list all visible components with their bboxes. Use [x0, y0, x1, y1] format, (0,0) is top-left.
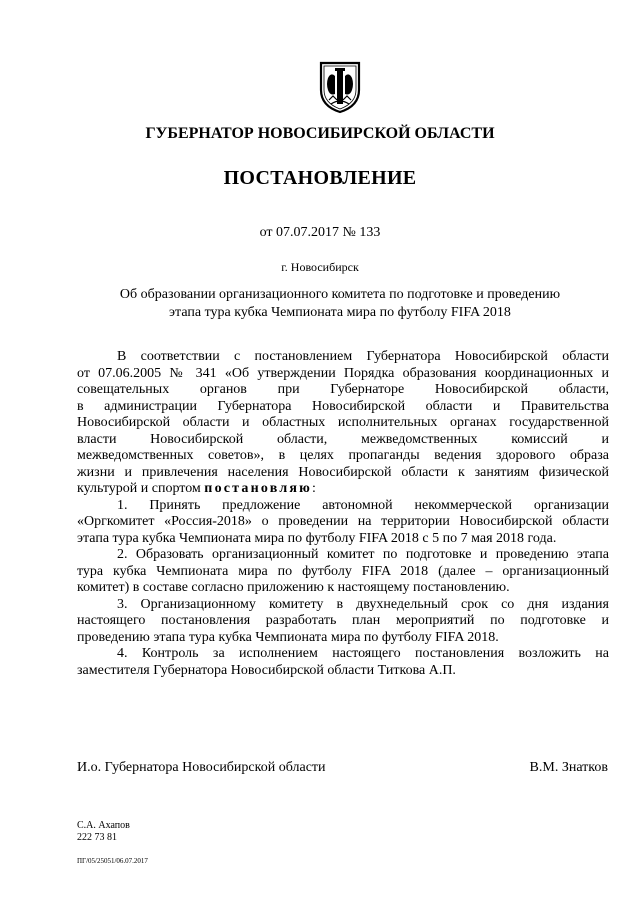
body-line: [77, 481, 609, 498]
body-text: :: [312, 481, 316, 496]
signatory-name: В.М. Знатков: [529, 760, 608, 775]
body-line: совещательных органов при Губернаторе Новосибирской области,: [77, 382, 609, 397]
city: г. Новосибирск: [281, 260, 359, 274]
executor-name: С.А. Ахапов: [77, 820, 130, 831]
body-line: В соответствии с постановлением Губернатора Новосибирской области: [117, 349, 609, 364]
item-4-line: 4. Контроль за исполнением настоящего постановления возложить на: [117, 646, 609, 661]
item-1-line: 1. Принять предложение автономной некоммерческой организации: [117, 497, 609, 513]
item-3-line: проведению этапа тура кубка Чемпионата мира по футболу FIFA 2018.: [77, 629, 499, 645]
body-line: межведомственных советов», в целях пропаганды ведения здорового образа: [77, 448, 609, 463]
issuing-authority: ГУБЕРНАТОР НОВОСИБИРСКОЙ ОБЛАСТИ: [145, 125, 495, 142]
item-1-line: «Оргкомитет «Россия-2018» о проведении на территории Новосибирской области: [77, 514, 609, 529]
item-1-line: этапа тура кубка Чемпионата мира по футболу FIFA 2018 с 5 по 7 мая 2018 года.: [77, 530, 557, 546]
document-type: ПОСТАНОВЛЕНИЕ: [223, 167, 417, 189]
item-4-line: заместителя Губернатора Новосибирской области Титкова А.П.: [77, 662, 456, 678]
item-3-line: 3. Организационному комитету в двухнедельный срок со дня издания: [117, 596, 609, 612]
executor-phone: 222 73 81: [77, 832, 117, 843]
body-text: культурой и спортом: [77, 481, 205, 496]
body-line: жизни и привлечения населения Новосибирской области к занятиям физической: [77, 464, 609, 480]
body-line: от 07.06.2005 № 341 «Об утверждении Порядка образования координационных и: [77, 365, 609, 381]
body-line: Новосибирской области и областных исполнительных органах государственной: [77, 415, 609, 430]
executor-block: [77, 820, 130, 844]
subject-line: этапа тура кубка Чемпионата мира по футболу FIFA 2018: [169, 305, 511, 320]
document-body: [77, 349, 609, 679]
body-line: в администрации Губернатора Новосибирской области и Правительства: [77, 398, 609, 414]
decree-word: постановляю: [204, 481, 313, 496]
item-2-line: комитет) в составе согласно приложению к настоящему постановлению.: [77, 580, 510, 595]
coat-of-arms-icon: [318, 60, 362, 114]
item-2-line: 2. Образовать организационный комитет по подготовке и проведению этапа: [117, 547, 609, 562]
document-code: ПГ/05/25051/06.07.2017: [77, 857, 148, 865]
item-3-line: настоящего постановления разработать план мероприятий по подготовке и: [77, 613, 609, 628]
date-number: от 07.07.2017 № 133: [259, 225, 381, 240]
body-line: власти Новосибирской области, межведомственных комиссий и: [77, 431, 609, 447]
signatory-position: И.о. Губернатора Новосибирской области: [77, 760, 326, 775]
subject-line: Об образовании организационного комитета по подготовке и проведению: [119, 287, 561, 302]
item-2-line: тура кубка Чемпионата мира по футболу FIFA 2018 (далее – организационный: [77, 563, 609, 579]
document-subject: [70, 286, 610, 322]
